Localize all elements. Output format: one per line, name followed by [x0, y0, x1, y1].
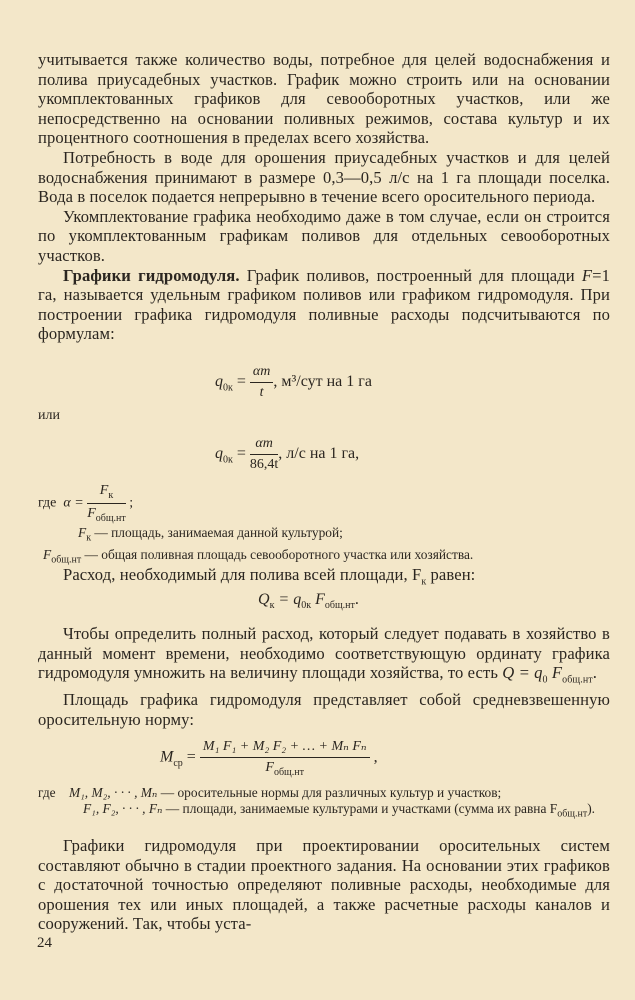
formula-total-flow: $Q_к = q_{0к}$ $F_{общ.нт}$. — [258, 591, 359, 612]
formula-q-per-second: $q_{0к}$ = $\frac{\alpha m}{86,4t}$ , л/с на 1 га, — [215, 436, 360, 472]
section-heading: Графики гидромодуля. — [63, 265, 240, 285]
fraction: $\frac{\alpha m}{t}$ — [250, 364, 273, 401]
paragraph-4: Графики гидромодуля. График поливов, построенный для площади F=1 га, называется удельным графиком поливов или графиком гидромодуля. При построении графика гидромодуля поливные расходы подсчитываются по формулам: — [38, 265, 610, 344]
paragraph-1: учитывается также количество воды, потребное для целей водоснабжения и полива приусадебных участков. График можно строить или на основании укомплектованных графиков для севооборотных участков, или же непосредственно на основании поливных режимов, состава культур и их процентного соотношения в пределах всего хозяйства. — [38, 50, 610, 148]
paragraph-3: Укомплектование графика необходимо даже в том случае, если он строится по укомплектованным графикам поливов для отдельных севооборотных участков. — [38, 206, 610, 265]
fraction: $\frac{\alpha m}{86,4t}$ — [249, 436, 279, 472]
paragraph-8: Графики гидромодуля при проектировании оросительных систем составляют обычно в стадии проектного задания. На основании этих графиков с достаточной точностью определяют поливные расходы, необходимые для орошения тех или иных площадей, а также расчетные расходы каналов и сооружений. Так, чтобы уста- — [38, 836, 610, 934]
paragraph-7: Площадь графика гидромодуля представляет собой средневзвешенную оросительную норму: — [38, 690, 610, 729]
text-block-top — [38, 50, 610, 344]
or-label: или — [38, 408, 60, 423]
text-p6-p7 — [38, 624, 610, 729]
fraction: $\frac{F_к}{F_{общ.нт}}$ — [87, 483, 126, 524]
fraction: $\frac{\text{M₁ F₁ + M₂ F₂ + … + Mₙ Fₙ}}{F_{общ.нт}}$ — [200, 738, 370, 778]
formula-alpha: где α = $\frac{F_к}{F_{общ.нт}}$ ; — [38, 483, 134, 524]
page-number: 24 — [37, 935, 52, 951]
formula-weighted-norm: $M_{ср}$ = $\frac{\text{M₁ F₁ + M₂ F₂ + … + Mₙ Fₙ}}{F_{общ.нт}}$ , — [160, 739, 378, 778]
paragraph-6: Чтобы определить полный расход, который следует подавать в хозяйство в данный момент времени, необходимо соответствующую ординату графика гидромодуля умножить на величину площади хозяйства, то есть $Q = q_0$ $F_{общ.нт}$. — [38, 624, 610, 686]
definitions-2: где M₁, M₂, · · · , Mₙ — оросительные нормы для различных культур и участков; F₁, F₂, · · · , Fₙ — площади, занимаемые культурами и участками (сумма их равна $F_{общ.нт}$). — [38, 785, 596, 820]
paragraph-2: Потребность в воде для орошения приусадебных участков и для целей водоснабжения принимают в размере 0,3—0,5 л/с на 1 га площади поселка. Вода в поселок подается непрерывно в течение всего оросительного периода. — [38, 147, 610, 207]
formula-q-per-day: $q_{0к}$ = $\frac{\alpha m}{t}$ , м³/сут на 1 га — [215, 364, 372, 400]
paragraph-5: Расход, необходимый для полива всей площади, $F_к$ равен: — [63, 565, 476, 588]
text-p5 — [38, 565, 610, 592]
text-p8 — [38, 836, 610, 934]
definitions-1: $F_к$ — площадь, занимаемая данной культурой; $F_{общ.нт}$ — общая поливная площадь севооборотного участка или хозяйства. — [43, 525, 474, 566]
